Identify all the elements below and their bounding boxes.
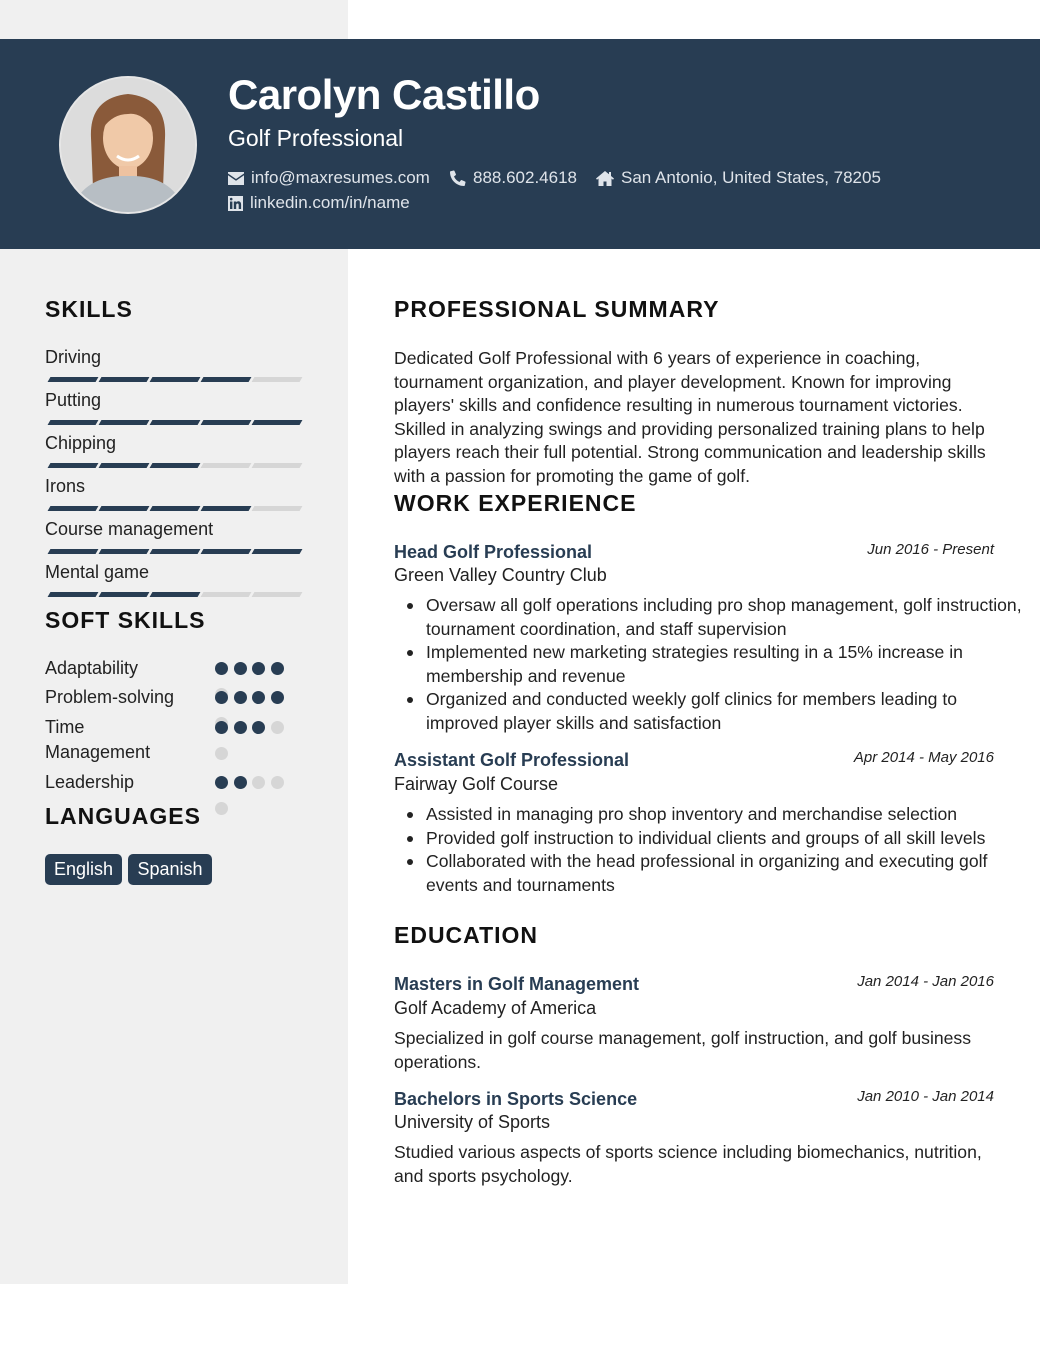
skills-heading: SKILLS	[45, 296, 133, 322]
school-name: Golf Academy of America	[394, 998, 597, 1018]
skill-name: Driving	[45, 347, 102, 367]
language-tag: English	[45, 854, 122, 885]
job-bullet: Implemented new marketing strategies resulting in a 15% increase in membership and revenue	[426, 641, 1026, 688]
degree-description: Specialized in golf course management, golf instruction, and golf business operations.	[394, 1028, 972, 1072]
phone-text: 888.602.4618	[473, 168, 577, 187]
skill-segment-filled	[99, 420, 150, 425]
envelope-icon	[228, 172, 244, 185]
rating-dot-filled	[271, 691, 284, 704]
skill-name: Chipping	[45, 433, 117, 453]
skill-segment-filled	[252, 420, 303, 425]
rating-dot-empty	[215, 747, 228, 760]
avatar	[59, 76, 197, 214]
skill-segment-empty	[252, 463, 303, 468]
languages-heading: LANGUAGES	[45, 803, 201, 829]
skill-segment-filled	[48, 549, 99, 554]
skill-segment-filled	[99, 549, 150, 554]
soft-skill-name: Adaptability	[45, 658, 139, 678]
skill-segment-filled	[150, 420, 201, 425]
skill-segment-filled	[48, 420, 99, 425]
resume-header	[0, 39, 1040, 249]
skill-segment-filled	[99, 463, 150, 468]
job-date: Apr 2014 - May 2016	[853, 749, 994, 766]
skill-level-bar	[45, 463, 305, 469]
degree-date: Jan 2010 - Jan 2014	[857, 1088, 994, 1105]
soft-skill-name: Leadership	[45, 772, 135, 792]
degree-description: Studied various aspects of sports science including biomechanics, nutrition, and sports psychology.	[394, 1142, 982, 1186]
skill-segment-filled	[201, 549, 252, 554]
skill-segment-filled	[201, 506, 252, 511]
rating-dot-filled	[234, 691, 247, 704]
email-text: info@maxresumes.com	[251, 168, 430, 187]
rating-dot-filled	[215, 662, 228, 675]
job-bullet: Organized and conducted weekly golf clinics for members leading to improved player skills and satisfaction	[426, 688, 1026, 735]
rating-dot-filled	[234, 721, 247, 734]
skill-segment-filled	[150, 377, 201, 382]
rating-dot-filled	[215, 691, 228, 704]
skill-segment-empty	[201, 592, 252, 597]
skill-name: Putting	[45, 390, 102, 410]
job-bullet: Provided golf instruction to individual clients and groups of all skill levels	[426, 827, 1026, 851]
skill-segment-filled	[48, 592, 99, 597]
skill-segment-filled	[252, 549, 303, 554]
location-text: San Antonio, United States, 78205	[621, 168, 881, 187]
job-bullets	[394, 594, 1026, 735]
rating-dot-empty	[271, 776, 284, 789]
soft-skills-heading: SOFT SKILLS	[45, 607, 206, 633]
linkedin-contact[interactable]	[228, 193, 410, 213]
skill-segment-filled	[48, 377, 99, 382]
rating-dot-empty	[271, 721, 284, 734]
phone-contact[interactable]	[450, 168, 577, 188]
job-company: Green Valley Country Club	[394, 565, 607, 585]
skill-segment-filled	[150, 549, 201, 554]
skill-segment-empty	[252, 377, 303, 382]
job-title: Assistant Golf Professional	[394, 750, 630, 770]
location-contact	[596, 168, 881, 188]
rating-dot-filled	[234, 776, 247, 789]
rating-dot-filled	[215, 721, 228, 734]
email-contact[interactable]	[228, 168, 430, 188]
skill-segment-filled	[48, 463, 99, 468]
skill-name: Mental game	[45, 562, 150, 582]
avatar-photo	[61, 78, 195, 212]
candidate-title: Golf Professional	[228, 125, 404, 151]
rating-dot-filled	[252, 721, 265, 734]
rating-dot-empty	[252, 776, 265, 789]
skill-name: Irons	[45, 476, 86, 496]
skill-name: Course management	[45, 519, 214, 539]
skill-segment-filled	[99, 377, 150, 382]
skill-segment-filled	[99, 592, 150, 597]
rating-dot-filled	[252, 691, 265, 704]
rating-dot-empty	[215, 802, 228, 815]
skill-level-bar	[45, 420, 305, 426]
job-bullet: Assisted in managing pro shop inventory and merchandise selection	[426, 803, 1026, 827]
job-company: Fairway Golf Course	[394, 774, 559, 794]
soft-skill-name: Time Management	[45, 717, 151, 762]
skill-segment-filled	[99, 506, 150, 511]
skill-segment-filled	[150, 463, 201, 468]
linkedin-icon	[228, 196, 243, 211]
skill-level-bar	[45, 592, 305, 598]
language-tag: Spanish	[128, 854, 212, 885]
education-heading: EDUCATION	[394, 922, 539, 948]
rating-dot-filled	[215, 776, 228, 789]
degree-title: Bachelors in Sports Science	[394, 1089, 638, 1109]
skill-segment-empty	[252, 592, 303, 597]
skill-segment-filled	[150, 506, 201, 511]
skill-segment-filled	[150, 592, 201, 597]
job-title: Head Golf Professional	[394, 542, 593, 562]
degree-date: Jan 2014 - Jan 2016	[857, 973, 994, 990]
skill-level-bar	[45, 549, 305, 555]
rating-dot-filled	[271, 662, 284, 675]
rating-dot-filled	[252, 662, 265, 675]
job-bullet: Oversaw all golf operations including pro shop management, golf instruction, tournament coordination, and staff supervision	[426, 594, 1026, 641]
job-date: Jun 2016 - Present	[867, 541, 994, 558]
skill-segment-filled	[201, 377, 252, 382]
summary-heading: PROFESSIONAL SUMMARY	[394, 296, 720, 322]
job-bullet: Collaborated with the head professional in organizing and executing golf events and tournaments	[426, 850, 1026, 897]
linkedin-text: linkedin.com/in/name	[250, 193, 410, 212]
phone-icon	[450, 170, 466, 186]
skill-segment-empty	[201, 463, 252, 468]
rating-dot-filled	[234, 662, 247, 675]
skill-segment-filled	[201, 420, 252, 425]
home-icon	[596, 171, 614, 186]
skill-level-bar	[45, 377, 305, 383]
school-name: University of Sports	[394, 1112, 551, 1132]
candidate-name: Carolyn Castillo	[228, 71, 540, 118]
summary-text: Dedicated Golf Professional with 6 years of experience in coaching, tournament organization, and player development. Known for improving players' skills and confidence resulting in numerous tournament victories. Skilled in analyzing swings and providing personalized training plans to help players reach their full potential. Strong communication and leadership skills with a passion for promoting the game of golf.	[394, 348, 986, 486]
skill-segment-filled	[48, 506, 99, 511]
soft-skill-name: Problem-solving	[45, 687, 175, 707]
job-bullets	[394, 803, 1026, 897]
skill-level-bar	[45, 506, 305, 512]
work-heading: WORK EXPERIENCE	[394, 490, 637, 516]
degree-title: Masters in Golf Management	[394, 974, 640, 994]
skill-segment-empty	[252, 506, 303, 511]
